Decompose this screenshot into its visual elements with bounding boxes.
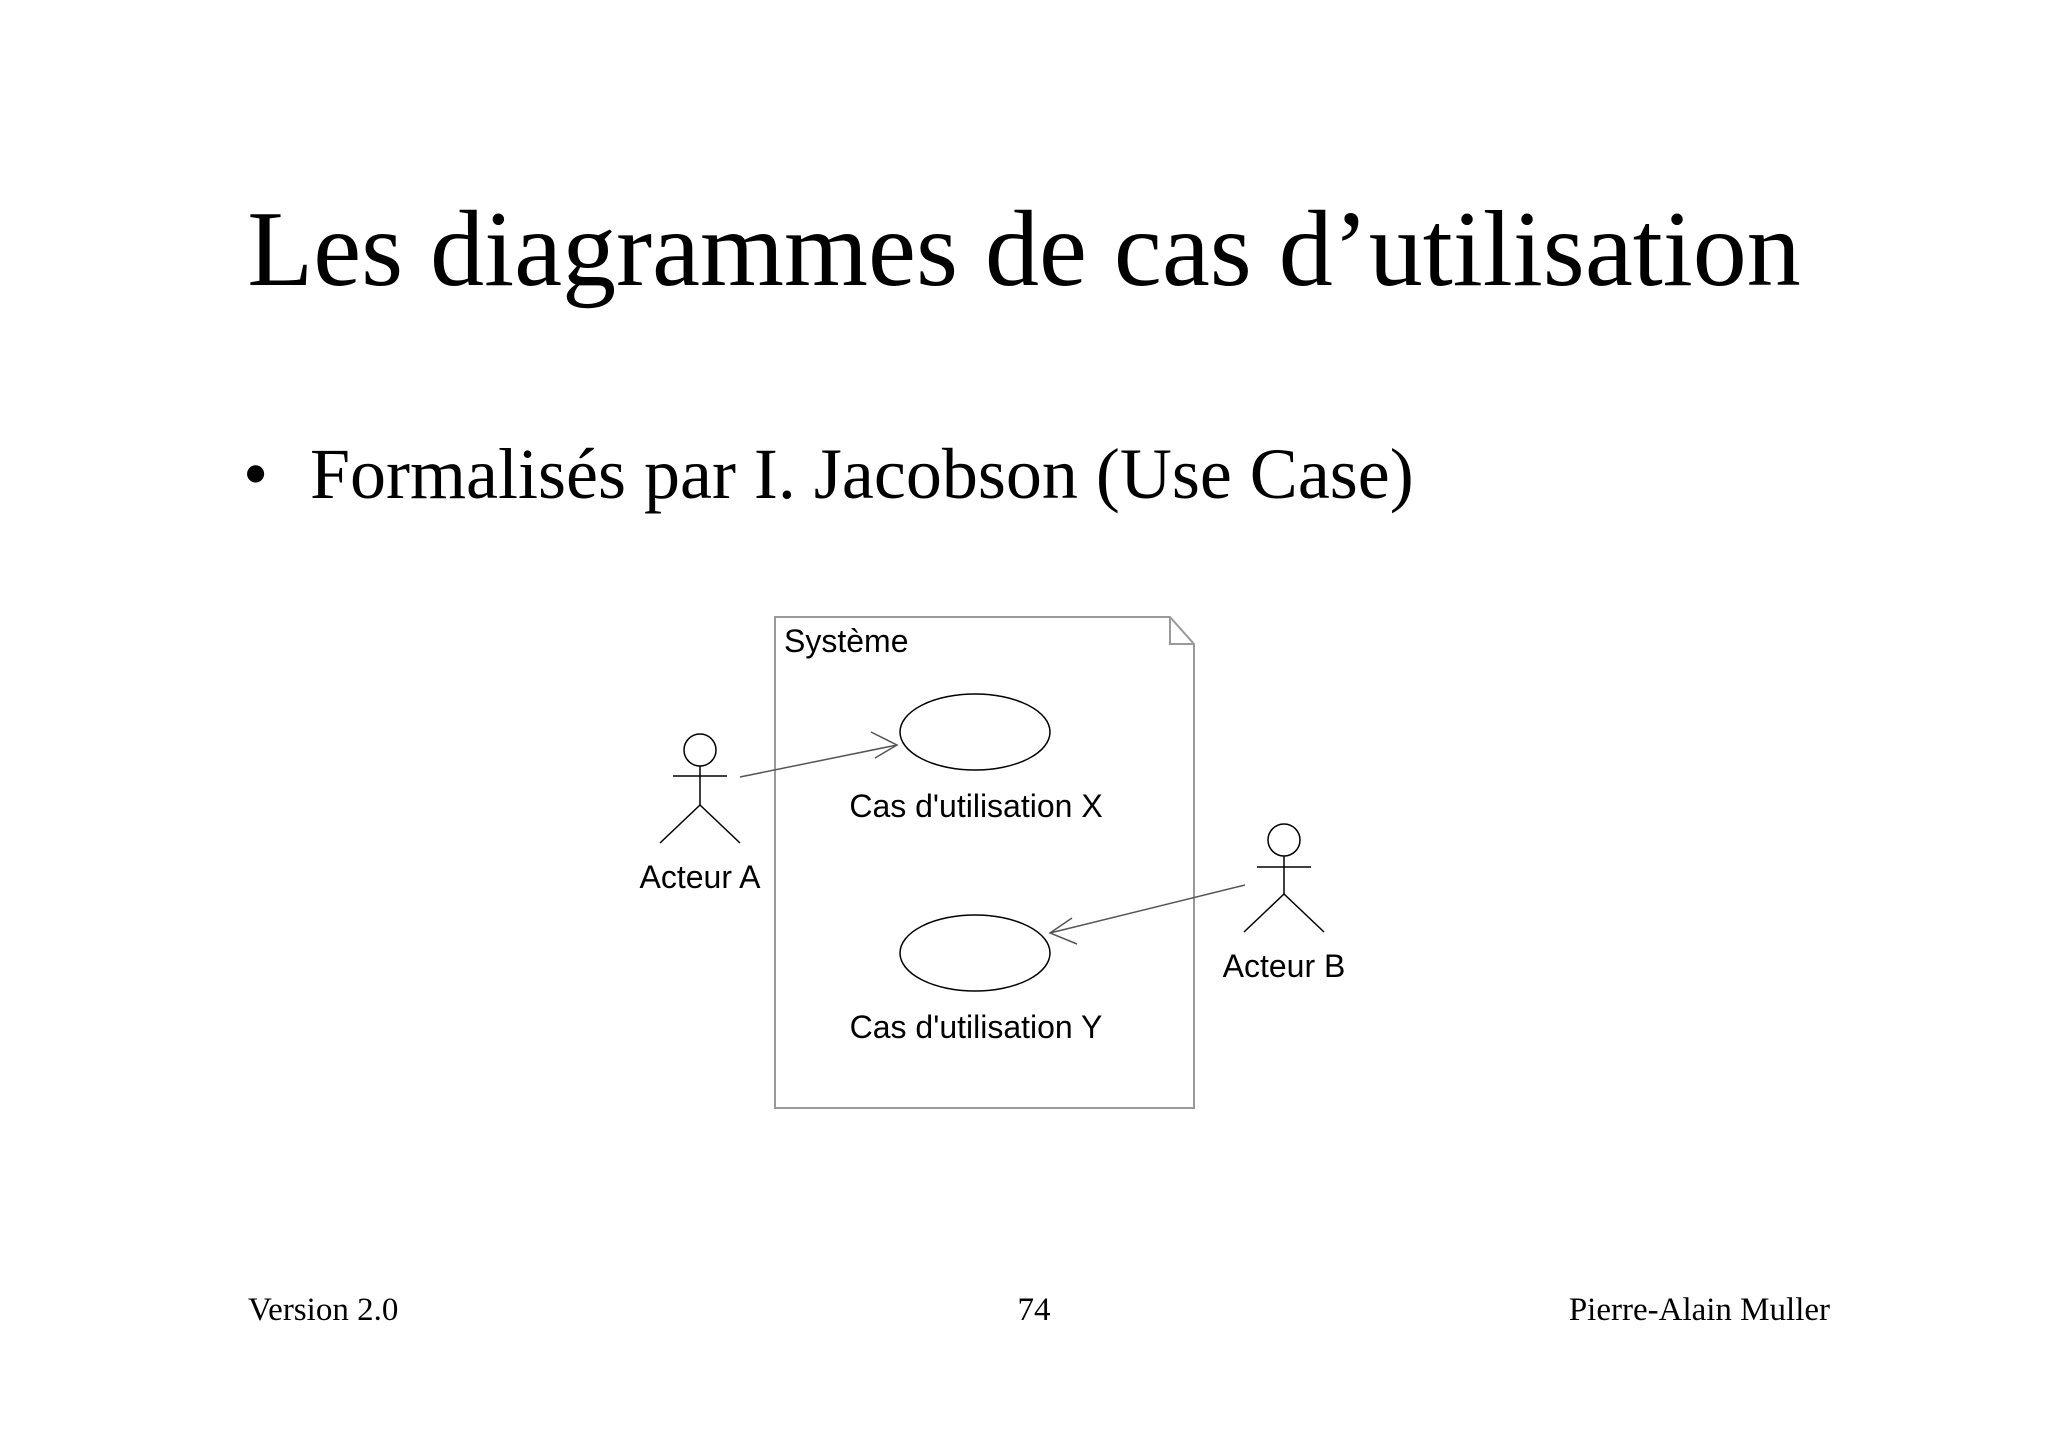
- footer-author: Pierre-Alain Muller: [1568, 1292, 1830, 1328]
- footer-page-number: 74: [1017, 1292, 1051, 1328]
- actor-b-label: Acteur B: [1222, 948, 1346, 984]
- actor-a-label: Acteur A: [639, 859, 761, 895]
- use-case-x-label: Cas d'utilisation X: [849, 788, 1103, 824]
- bullet-text: Formalisés par I. Jacobson (Use Case): [310, 434, 1414, 514]
- system-label: Système: [784, 623, 909, 659]
- use-case-y-label: Cas d'utilisation Y: [849, 1009, 1103, 1045]
- footer-version: Version 2.0: [248, 1292, 399, 1328]
- association-arrow-a-x: [740, 732, 897, 777]
- actor-a-figure: [660, 734, 740, 843]
- slide-title: Les diagrammes de cas d’utilisation: [247, 190, 1801, 309]
- actor-b-figure: [1244, 824, 1324, 932]
- use-case-x-ellipse: [900, 694, 1050, 770]
- bullet-symbol: •: [243, 434, 269, 514]
- association-arrow-b-y: [1050, 885, 1245, 944]
- use-case-y-ellipse: [900, 915, 1050, 991]
